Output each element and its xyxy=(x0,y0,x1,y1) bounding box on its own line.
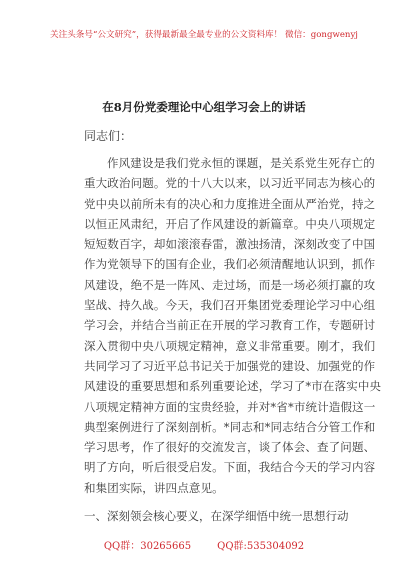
body-line: 党中央以前所未有的决心和力度推进全面从严治党，持之 xyxy=(84,196,376,211)
body-line: 深入贯彻中央八项规定精神，意义非常重要。刚才，我们 xyxy=(84,338,376,353)
body-line: 作为党领导下的国有企业，我们必须清醒地认识到，抓作 xyxy=(84,257,376,272)
salutation: 同志们： xyxy=(84,129,133,143)
document-title: 在8月份党委理论中心组学习会上的讲话 xyxy=(102,100,306,114)
body-line: 学习思考，作了很好的交流发言，谈了体会、查了问题、 xyxy=(84,440,376,455)
body-line: 作风建设是我们党永恒的课题，是关系党生死存亡的 xyxy=(107,156,375,170)
body-line: 学习会，并结合当前正在开展的学习教育工作，专题研讨 xyxy=(84,318,376,333)
body-line: 风建设的重要思想和系列重要论述，学习了*市在落实中央 xyxy=(84,379,382,394)
footer-contact xyxy=(0,537,408,552)
body-line: 明了方向，听后很受启发。下面，我结合今天的学习内容 xyxy=(84,460,376,475)
header-banner: 关注头条号“公文研究”，获得最新最全最专业的公文资料库！ 微信：gongwenyj xyxy=(50,30,358,40)
body-line: 典型案例进行了深刻剖析。*同志和*同志结合分管工作和 xyxy=(84,419,376,434)
body-line: 和集团实际，讲四点意见。 xyxy=(84,480,224,495)
body-line: 八项规定精神方面的宝贵经验，并对*省*市统计造假这一 xyxy=(84,399,376,414)
section-heading: 一、深刻领会核心要义，在深学细悟中统一思想行动 xyxy=(84,509,349,523)
body-line: 坚战、持久战。今天，我们召开集团党委理论学习中心组 xyxy=(84,298,376,313)
body-line: 共同学习了习近平总书记关于加强党的建设、加强党的作 xyxy=(84,358,376,373)
body-line: 风建设，绝不是一阵风、走过场，而是一场必须打赢的攻 xyxy=(84,277,376,292)
qq-group-1: QQ群：30265665 xyxy=(103,541,192,552)
body-line: 以恒正风肃纪，开启了作风建设的新篇章。中央八项规定 xyxy=(84,216,376,231)
qq-group-2: QQ群:535304092 xyxy=(217,541,305,552)
body-line: 短短数百字，却如滚滚春雷，激浊扬清，深刻改变了中国 xyxy=(84,237,376,252)
body-line: 重大政治问题。党的十八大以来，以习近平同志为核心的 xyxy=(84,176,376,191)
body-paragraph xyxy=(84,153,382,498)
